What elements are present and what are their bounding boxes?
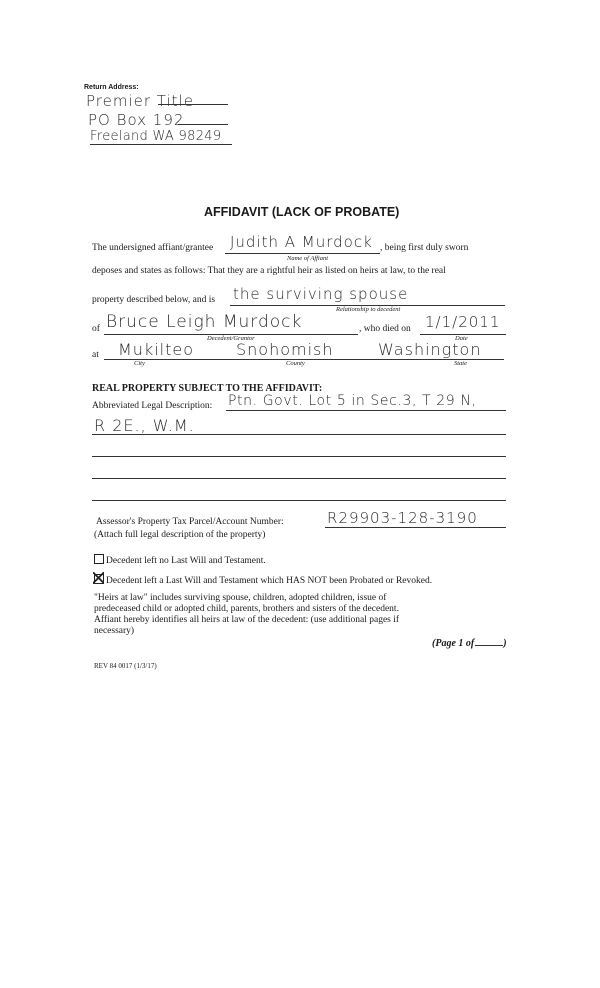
- location-prefix: at: [92, 350, 99, 360]
- relationship-value: the surviving spouse: [233, 285, 409, 303]
- affiant-prefix: The undersigned affiant/grantee: [92, 243, 214, 253]
- legal-description-line1: Ptn. Govt. Lot 5 in Sec.3, T 29 N,: [228, 393, 477, 409]
- deposes-text: deposes and states as follows: That they are a rightful heir as listed on heirs at law, to the real: [92, 266, 446, 276]
- affiant-suffix: , being first duly sworn: [380, 243, 469, 253]
- legal-underline-4: [92, 478, 506, 479]
- date-caption: Date: [455, 335, 468, 342]
- location-city: Mukilteo: [118, 340, 195, 359]
- page-marker-end: ): [503, 638, 507, 649]
- page-marker-text: (Page 1 of: [432, 638, 475, 649]
- form-id: REV 84 0017 (1/3/17): [94, 662, 157, 670]
- affiant-caption: Name of Affiant: [287, 255, 329, 262]
- return-address-underline-3: [90, 144, 232, 145]
- property-heading: REAL PROPERTY SUBJECT TO THE AFFIDAVIT:: [92, 383, 323, 394]
- heirs-note-line4: necessary): [94, 626, 135, 636]
- death-date: 1/1/2011: [425, 313, 501, 331]
- county-caption: County: [286, 360, 305, 367]
- no-will-label: Decedent left no Last Will and Testament.: [106, 556, 266, 566]
- legal-description-line2: R 2E., W.M.: [94, 416, 195, 435]
- will-not-probated-checkbox[interactable]: [94, 574, 104, 584]
- option-no-will[interactable]: [94, 554, 266, 566]
- affiant-name: Judith A Murdock: [230, 233, 373, 251]
- return-address-line3: Freeland WA 98249: [90, 129, 222, 144]
- relationship-prefix: property described below, and is: [92, 295, 216, 305]
- legal-description-label: Abbreviated Legal Description:: [92, 401, 213, 411]
- legal-underline-1: [226, 410, 506, 411]
- legal-underline-5: [92, 500, 506, 501]
- option-will-not-probated[interactable]: [94, 574, 432, 586]
- location-county: Snohomish: [236, 340, 334, 359]
- page-count-blank: [475, 637, 503, 646]
- no-will-checkbox[interactable]: [94, 554, 104, 564]
- heirs-note-line1: "Heirs at law" includes surviving spouse, children, adopted children, issue of: [94, 593, 387, 603]
- heirs-note-line3: Affiant hereby identifies all heirs at law of the decedent: (use additional pages if: [94, 615, 400, 625]
- parcel-number: R29903-128-3190: [327, 509, 478, 527]
- city-caption: City: [134, 360, 145, 367]
- legal-underline-2: [92, 434, 506, 435]
- parcel-label: Assessor's Property Tax Parcel/Account Number:: [96, 517, 284, 527]
- decedent-name: Bruce Leigh Murdock: [106, 312, 303, 332]
- relationship-caption: Relationship to decedent: [336, 306, 401, 313]
- return-address-label: Return Address:: [84, 84, 139, 91]
- return-address-line1: Premier Title: [86, 92, 194, 110]
- page-marker: [432, 637, 507, 649]
- state-caption: State: [454, 360, 467, 367]
- document-title: AFFIDAVIT (LACK OF PROBATE): [204, 205, 400, 219]
- return-address-underline-1: [158, 104, 228, 105]
- will-not-probated-label: Decedent left a Last Will and Testament which HAS NOT been Probated or Revoked.: [106, 576, 433, 586]
- parcel-underline: [325, 527, 506, 528]
- return-address-line2: PO Box 192: [88, 111, 185, 129]
- decedent-caption: Decedent/Grantor: [207, 335, 255, 342]
- died-label: , who died on: [359, 324, 411, 334]
- heirs-note-line2: predeceased child or adopted child, parents, brothers and sisters of the decedent.: [94, 604, 399, 614]
- location-state: Washington: [378, 340, 482, 359]
- legal-underline-3: [92, 456, 506, 457]
- affiant-underline: [225, 253, 380, 254]
- return-address-underline-2: [178, 124, 228, 125]
- decedent-prefix: of: [92, 324, 100, 334]
- parcel-note: (Attach full legal description of the property): [94, 530, 266, 540]
